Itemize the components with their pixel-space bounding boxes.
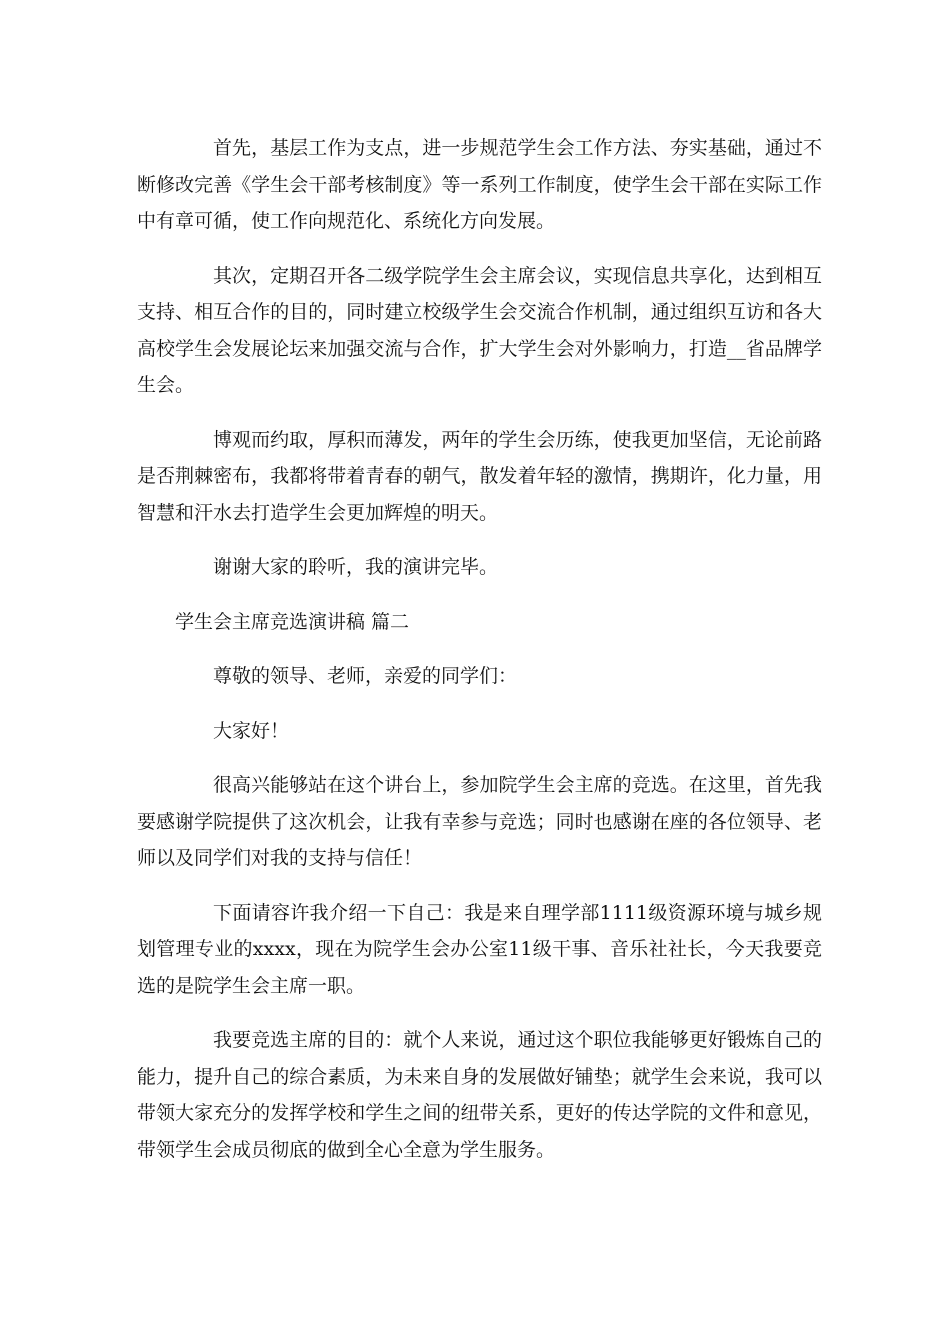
document-body: [137, 130, 822, 1186]
paragraph-self-introduction: 下面请容许我介绍一下自己：我是来自理学部1111级资源环境与城乡规划管理专业的xxxx，现在为院学生会办公室11级干事、音乐社社长，今天我要竞选的是院学生会主席一职。: [137, 901, 822, 997]
paragraph-introduction: 很高兴能够站在这个讲台上，参加院学生会主席的竞选。在这里，首先我要感谢学院提供了这次机会，让我有幸参与竞选；同时也感谢在座的各位领导、老师以及同学们对我的支持与信任！: [137, 774, 822, 869]
paragraph-closing-aspiration: 博观而约取，厚积而薄发，两年的学生会历练，使我更加坚信，无论前路是否荆棘密布，我都将带着青春的朝气，散发着年轻的激情，携期许，化力量，用智慧和汗水去打造学生会更加辉煌的明天。: [137, 428, 822, 524]
paragraph-greeting: 大家好！: [213, 719, 290, 742]
paragraph-foundation-work: 首先，基层工作为支点，进一步规范学生会工作方法、夯实基础，通过不断修改完善《学生会干部考核制度》等一系列工作制度，使学生会干部在实际工作中有章可循，使工作向规范化、系统化方向发展。: [137, 137, 822, 232]
paragraph-thanks: 谢谢大家的聆听，我的演讲完毕。: [213, 556, 499, 578]
section-heading-part-two: 学生会主席竞选演讲稿 篇二: [175, 610, 410, 633]
paragraph-salutation: 尊敬的领导、老师，亲爱的同学们：: [213, 665, 518, 687]
paragraph-campaign-purpose: 我要竞选主席的目的：就个人来说，通过这个职位我能够更好锻炼自己的能力，提升自己的综合素质，为未来自身的发展做好铺垫；就学生会来说，我可以带领大家充分的发挥学校和学生之间的纽带关系，更好的传达学院的文件和意见，带领学生会成员彻底的做到全心全意为学生服务。: [137, 1029, 822, 1161]
paragraph-chairman-meetings: 其次，定期召开各二级学院学生会主席会议，实现信息共享化，达到相互支持、相互合作的目的，同时建立校级学生会交流合作机制，通过组织互访和各大高校学生会发展论坛来加强交流与合作，扩大学生会对外影响力，打造__省品牌学生会。: [137, 264, 822, 396]
